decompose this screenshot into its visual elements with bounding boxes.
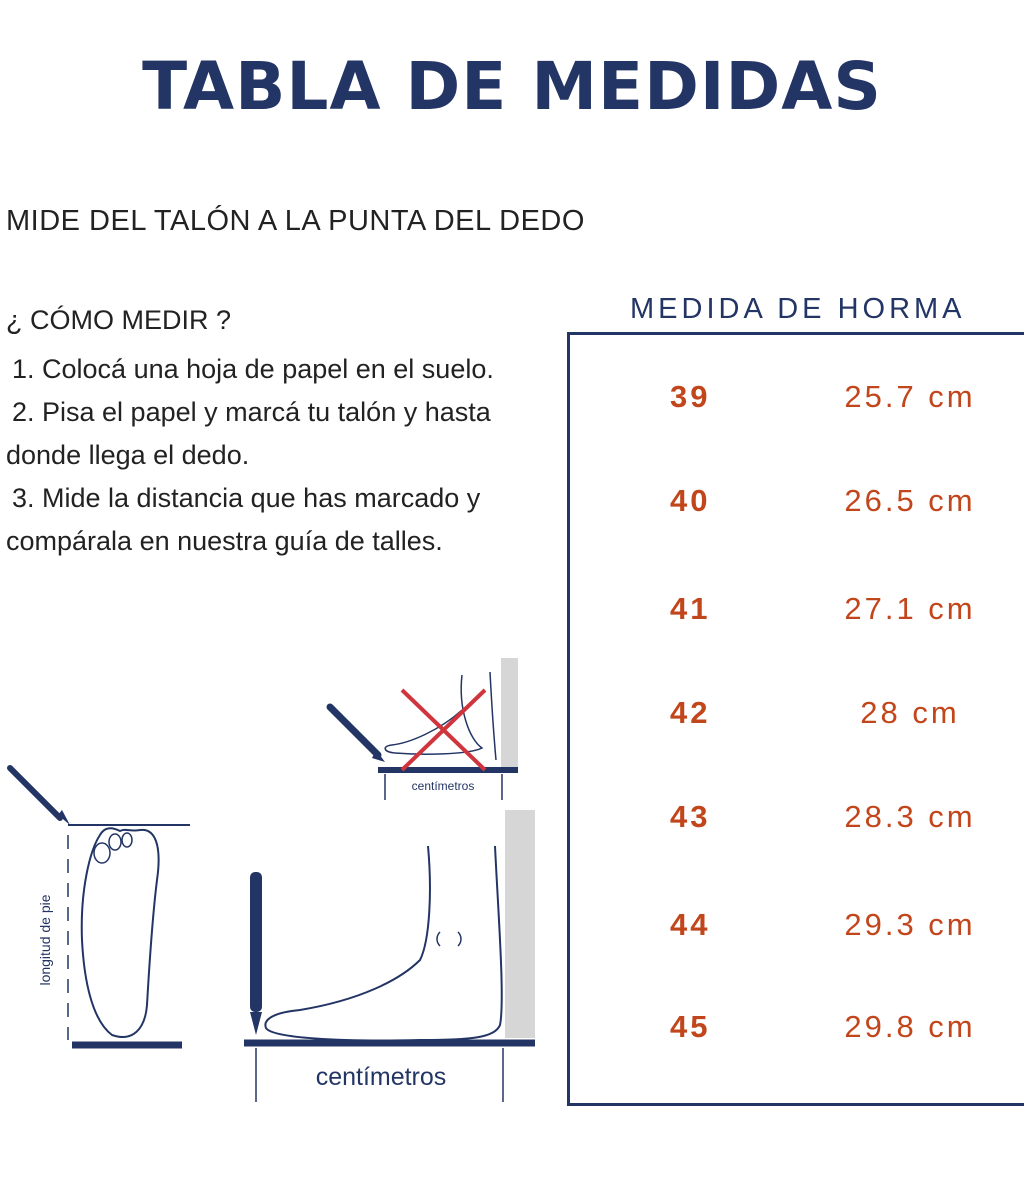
step-3: 3. Mide la distancia que has marcado y compárala en nuestra guía de talles. xyxy=(6,483,481,556)
size-row xyxy=(570,483,1024,523)
size-value: 41 xyxy=(670,591,711,626)
small-centimeters-label: centímetros xyxy=(411,779,475,793)
foot-side-icon xyxy=(265,846,501,1041)
pencil-small-icon xyxy=(330,707,378,755)
page-title: TABLA DE MEDIDAS xyxy=(142,48,882,125)
size-table xyxy=(567,332,1024,1106)
length-value: 28 cm xyxy=(860,695,960,730)
foot-top-icon xyxy=(82,828,159,1037)
length-value: 29.8 cm xyxy=(844,1009,976,1044)
length-value: 25.7 cm xyxy=(844,379,976,414)
length-value: 28.3 cm xyxy=(844,799,976,834)
size-value: 43 xyxy=(670,799,711,834)
length-value: 26.5 cm xyxy=(844,483,976,518)
size-table-heading: MEDIDA DE HORMA xyxy=(630,293,966,325)
size-value: 40 xyxy=(670,483,711,518)
wall-large xyxy=(505,810,535,1038)
size-value: 44 xyxy=(670,907,711,942)
side-view-illustration xyxy=(244,810,535,1102)
subtitle: MIDE DEL TALÓN A LA PUNTA DEL DEDO xyxy=(6,205,585,237)
pencil-vertical-icon xyxy=(250,872,262,1012)
size-row xyxy=(570,907,1024,947)
how-to-steps xyxy=(6,348,546,563)
foot-length-label: longitud de pie xyxy=(37,894,53,986)
measurement-diagram xyxy=(0,650,560,1120)
size-row xyxy=(570,591,1024,631)
wrong-method-illustration xyxy=(330,658,518,800)
size-row xyxy=(570,1009,1024,1049)
size-row xyxy=(570,695,1024,735)
size-row xyxy=(570,799,1024,839)
pencil-left-icon xyxy=(10,768,60,818)
length-value: 29.3 cm xyxy=(844,907,976,942)
length-value: 27.1 cm xyxy=(844,591,976,626)
step-1: 1. Colocá una hoja de papel en el suelo. xyxy=(12,354,494,384)
size-value: 45 xyxy=(670,1009,711,1044)
how-to-heading: ¿ CÓMO MEDIR ? xyxy=(6,305,232,335)
size-value: 42 xyxy=(670,695,711,730)
step-2: 2. Pisa el papel y marcá tu talón y hasta donde llega el dedo. xyxy=(6,397,491,470)
foot-length-illustration xyxy=(10,768,190,1045)
size-value: 39 xyxy=(670,379,711,414)
main-centimeters-label: centímetros xyxy=(315,1063,447,1091)
size-row xyxy=(570,379,1024,419)
wall-small xyxy=(501,658,518,773)
